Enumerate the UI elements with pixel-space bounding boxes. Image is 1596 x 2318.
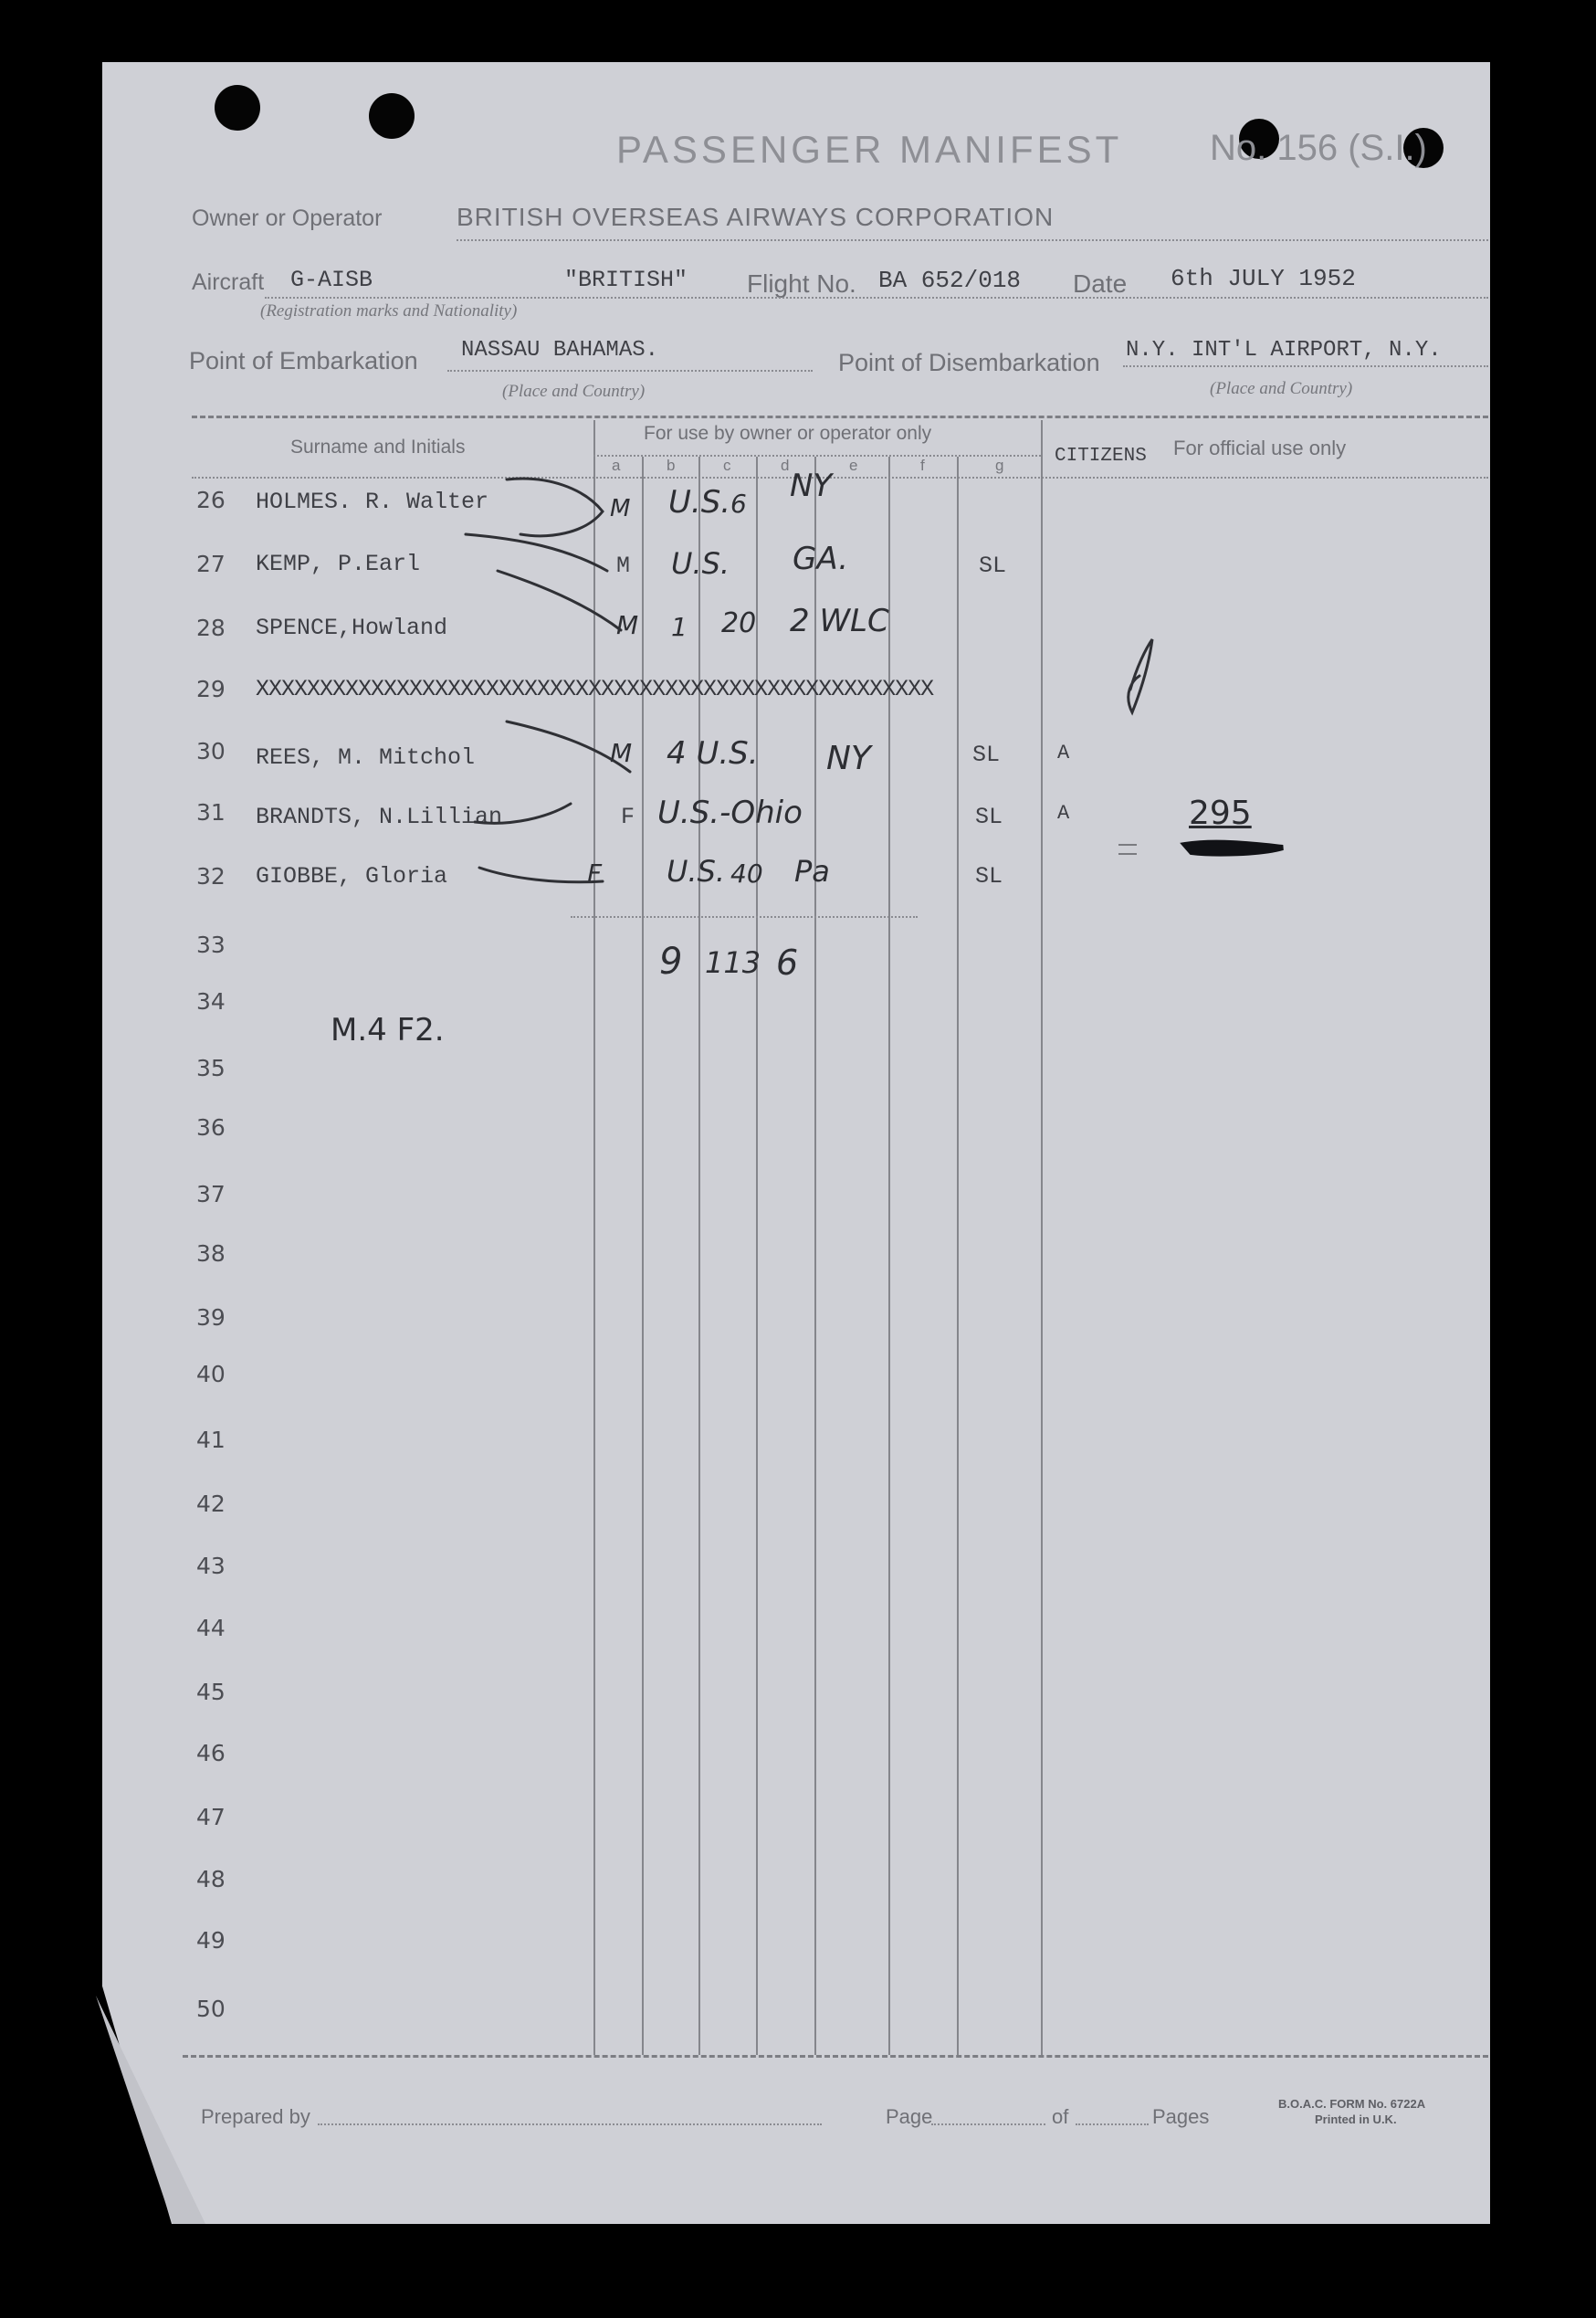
cell-b: U.S. bbox=[671, 546, 730, 581]
page-title: PASSENGER MANIFEST bbox=[616, 128, 1123, 171]
embark-value: NASSAU BAHAMAS. bbox=[461, 338, 659, 363]
row-number: 28 bbox=[196, 615, 226, 641]
cell-a: M bbox=[616, 553, 631, 579]
row-number: 45 bbox=[196, 1679, 226, 1705]
cell-b: U.S. bbox=[668, 484, 731, 521]
row-number: 29 bbox=[196, 676, 226, 702]
date-value: 6th JULY 1952 bbox=[1171, 265, 1356, 292]
cell-g: SL bbox=[975, 804, 1003, 830]
passenger-name: KEMP, P.Earl bbox=[256, 551, 421, 577]
registration-note: (Registration marks and Nationality) bbox=[260, 301, 518, 321]
owner-label: Owner or Operator bbox=[192, 205, 383, 231]
cell-a: F bbox=[621, 804, 635, 830]
citizens-cell: A bbox=[1057, 742, 1070, 764]
disembark-value: N.Y. INT'L AIRPORT, N.Y. bbox=[1126, 338, 1442, 363]
struck-row: XXXXXXXXXXXXXXXXXXXXXXXXXXXXXXXXXXXXXXXXXXXXXXXXXXXXX bbox=[256, 676, 934, 702]
cell-c: 20 bbox=[721, 607, 757, 639]
cell-d: GA. bbox=[793, 541, 849, 577]
row-number: 39 bbox=[196, 1304, 226, 1331]
passenger-name: SPENCE,Howland bbox=[256, 615, 448, 641]
row-number: 32 bbox=[196, 863, 226, 890]
cell-c: 6 bbox=[730, 489, 747, 519]
disembark-place-note: (Place and Country) bbox=[1210, 379, 1353, 398]
cell-a: M bbox=[616, 610, 639, 640]
passenger-name: BRANDTS, N.Lillian bbox=[256, 804, 503, 830]
gender-summary: M.4 F2. bbox=[331, 1012, 445, 1048]
page-label: Page bbox=[886, 2105, 933, 2128]
cell-c: 40 bbox=[730, 859, 763, 889]
aircraft-value: G-AISB bbox=[290, 267, 373, 293]
official-use-header: For official use only bbox=[1173, 437, 1347, 459]
cell-d: Pa bbox=[794, 854, 830, 889]
row-number: 27 bbox=[196, 551, 226, 577]
col-letter-f: f bbox=[920, 457, 925, 474]
cell-g: SL bbox=[972, 742, 1001, 768]
official-note: 295 bbox=[1189, 795, 1252, 832]
row-number: 36 bbox=[196, 1114, 226, 1141]
cell-b: 1 bbox=[671, 612, 688, 642]
embark-label: Point of Embarkation bbox=[189, 347, 418, 374]
date-label: Date bbox=[1073, 269, 1128, 298]
surname-header: Surname and Initials bbox=[290, 437, 466, 458]
row-number: 26 bbox=[196, 487, 226, 513]
form-number: B.O.A.C. FORM No. 6722A bbox=[1278, 2097, 1426, 2111]
row-number: 49 bbox=[196, 1927, 226, 1954]
pen-stroke bbox=[479, 868, 603, 882]
total-b: 9 bbox=[659, 941, 683, 983]
citizens-cell: A bbox=[1057, 802, 1070, 825]
pen-stroke bbox=[507, 479, 603, 536]
row-number: 41 bbox=[196, 1427, 226, 1453]
owner-value: BRITISH OVERSEAS AIRWAYS CORPORATION bbox=[457, 203, 1055, 231]
flight-value: BA 652/018 bbox=[878, 267, 1022, 294]
row-number: 46 bbox=[196, 1740, 226, 1766]
prepared-label: Prepared by bbox=[201, 2105, 310, 2128]
cell-a: M bbox=[610, 738, 633, 768]
pen-stroke bbox=[1118, 845, 1137, 854]
row-number: 48 bbox=[196, 1866, 226, 1892]
cell-d: NY bbox=[790, 468, 833, 504]
cell-b: U.S. bbox=[667, 854, 726, 889]
pages-label: Pages bbox=[1152, 2105, 1210, 2128]
disembark-label: Point of Disembarkation bbox=[838, 349, 1100, 376]
of-label: of bbox=[1052, 2105, 1069, 2128]
passenger-name: REES, M. Mitchol bbox=[256, 744, 476, 771]
flight-label: Flight No. bbox=[747, 269, 856, 298]
pen-stroke bbox=[507, 722, 633, 772]
passenger-name: GIOBBE, Gloria bbox=[256, 863, 448, 890]
citizens-header: CITIZENS bbox=[1055, 446, 1147, 467]
col-letter-b: b bbox=[667, 457, 676, 474]
passenger-name: HOLMES. R. Walter bbox=[256, 489, 489, 515]
row-number: 47 bbox=[196, 1804, 226, 1830]
row-number: 43 bbox=[196, 1553, 226, 1579]
row-number: 30 bbox=[196, 738, 226, 764]
col-letter-a: a bbox=[612, 457, 621, 474]
row-number: 33 bbox=[196, 932, 226, 958]
pen-stroke bbox=[1129, 639, 1152, 712]
pen-stroke bbox=[498, 571, 621, 630]
row-number: 35 bbox=[196, 1055, 226, 1081]
row-number: 34 bbox=[196, 988, 226, 1015]
printed-in: Printed in U.K. bbox=[1315, 2113, 1397, 2126]
total-d: 6 bbox=[776, 943, 799, 983]
row-number: 50 bbox=[196, 1996, 226, 2022]
cell-a: M bbox=[610, 495, 631, 522]
row-number: 31 bbox=[196, 799, 226, 826]
cell-d: 2 WLC bbox=[790, 603, 889, 639]
row-number: 37 bbox=[196, 1181, 226, 1207]
col-letter-g: g bbox=[995, 457, 1004, 474]
total-c: 113 bbox=[705, 945, 761, 980]
pen-stroke bbox=[466, 534, 607, 571]
embark-place-note: (Place and Country) bbox=[502, 382, 646, 401]
manifest-number: No. 156 (S.I.) bbox=[1210, 128, 1427, 168]
col-letter-d: d bbox=[781, 457, 790, 474]
pen-stroke bbox=[475, 804, 571, 823]
col-letter-e: e bbox=[849, 457, 858, 474]
row-number: 38 bbox=[196, 1240, 226, 1267]
aircraft-nationality: "BRITISH" bbox=[564, 267, 688, 293]
aircraft-label: Aircraft bbox=[192, 269, 265, 295]
cell-a: F bbox=[587, 859, 603, 889]
row-number: 42 bbox=[196, 1491, 226, 1517]
cell-g: SL bbox=[975, 863, 1003, 890]
col-letter-c: c bbox=[723, 457, 731, 474]
operator-header: For use by owner or operator only bbox=[644, 423, 932, 444]
row-number: 44 bbox=[196, 1615, 226, 1641]
cell-d: NY bbox=[826, 740, 871, 777]
cell-b: 4 U.S. bbox=[667, 735, 759, 772]
ink-scribble bbox=[1185, 843, 1283, 854]
row-number: 40 bbox=[196, 1361, 226, 1387]
cell-b: U.S.-Ohio bbox=[657, 795, 803, 831]
cell-g: SL bbox=[979, 553, 1007, 579]
